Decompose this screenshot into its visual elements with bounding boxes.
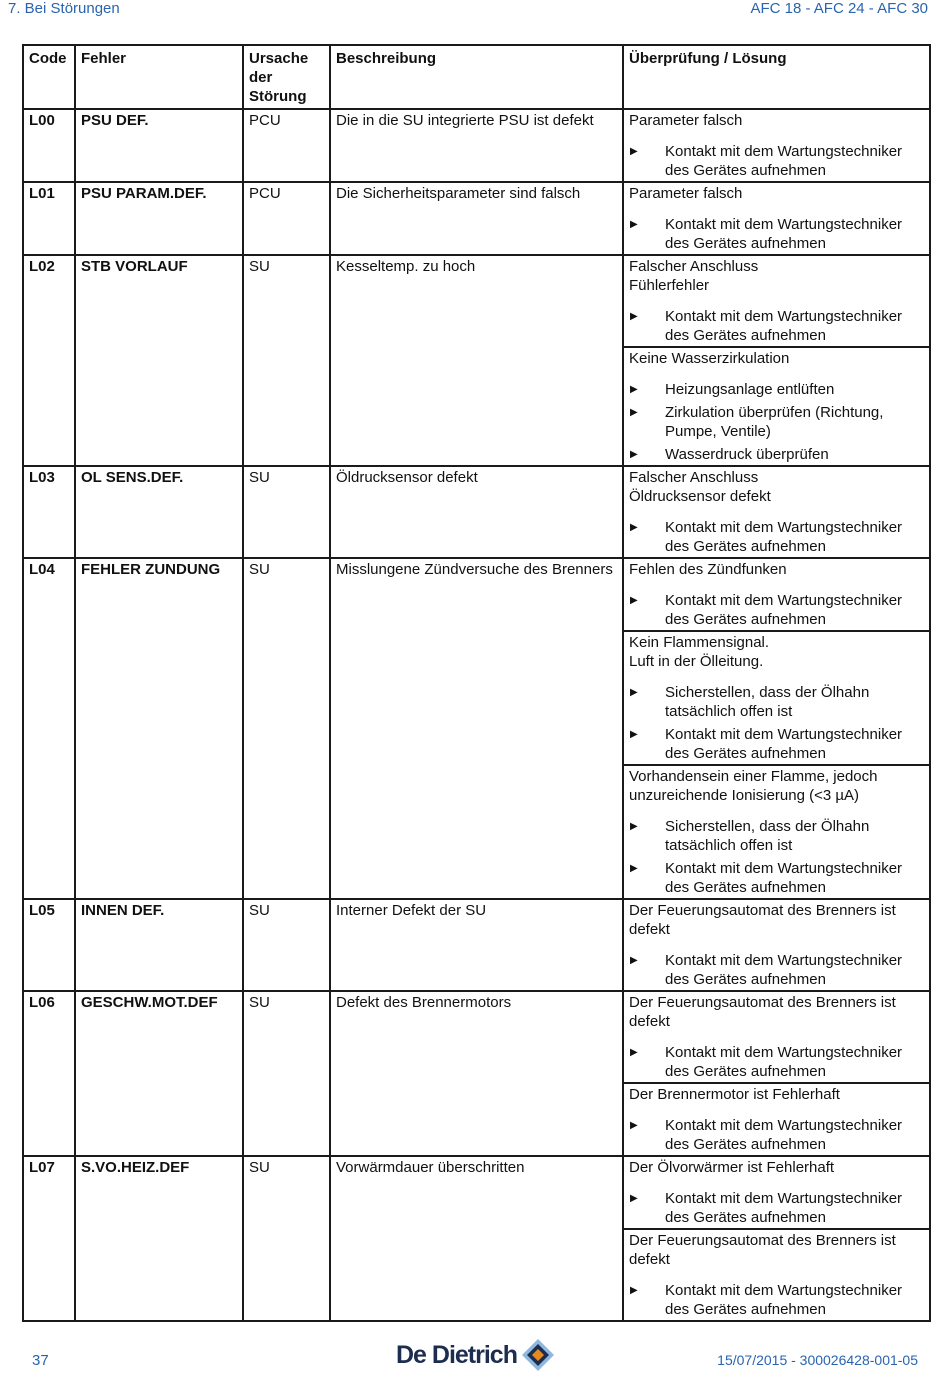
column-header-fehler: Fehler: [75, 45, 243, 109]
check-group: [624, 256, 929, 346]
probable-cause: Der Feuerungsautomat des Brenners ist defekt: [629, 902, 896, 938]
check-group: [624, 630, 929, 764]
action-text: Kontakt mit dem Wartungstechniker des Gerätes aufnehmen: [665, 1282, 903, 1318]
action-text: Kontakt mit dem Wartungstechniker des Gerätes aufnehmen: [665, 1190, 903, 1226]
table-header-row: [23, 45, 930, 109]
error-source: PCU: [243, 109, 330, 182]
check-solution-cell: [623, 991, 930, 1156]
column-header-beschreibung: Beschreibung: [330, 45, 623, 109]
error-description: Vorwärmdauer überschritten: [330, 1156, 623, 1321]
check-group: [624, 467, 929, 557]
triangle-right-icon: ▶: [630, 1047, 638, 1058]
check-group: [624, 110, 929, 181]
triangle-right-icon: ▶: [630, 687, 638, 698]
probable-cause: Der Feuerungsautomat des Brenners ist defekt: [629, 1232, 896, 1268]
error-name: INNEN DEF.: [75, 899, 243, 991]
action-item: [629, 1043, 924, 1081]
error-source: SU: [243, 255, 330, 466]
action-item: [629, 1189, 924, 1227]
table-row: [23, 899, 930, 991]
error-code-table: [22, 44, 931, 1322]
triangle-right-icon: ▶: [630, 407, 638, 418]
section-title: 7. Bei Störungen: [8, 0, 120, 17]
check-group: [624, 346, 929, 465]
error-code: L00: [23, 109, 75, 182]
probable-cause: Keine Wasserzirkulation: [629, 350, 790, 367]
table-row: [23, 109, 930, 182]
action-item: [629, 215, 924, 253]
check-solution-cell: [623, 255, 930, 466]
action-text: Kontakt mit dem Wartungstechniker des Gerätes aufnehmen: [665, 216, 903, 252]
action-item: [629, 403, 924, 441]
triangle-right-icon: ▶: [630, 729, 638, 740]
brand-logo: [396, 1338, 555, 1372]
check-solution-cell: [623, 109, 930, 182]
triangle-right-icon: ▶: [630, 1285, 638, 1296]
error-source: PCU: [243, 182, 330, 255]
action-item: [629, 951, 924, 989]
action-item: [629, 591, 924, 629]
probable-cause: Kein Flammensignal. Luft in der Ölleitung.: [629, 634, 770, 670]
brand-name: De Dietrich: [396, 1340, 517, 1369]
action-text: Kontakt mit dem Wartungstechniker des Gerätes aufnehmen: [665, 860, 903, 896]
error-source: SU: [243, 991, 330, 1156]
error-code: L04: [23, 558, 75, 899]
action-text: Kontakt mit dem Wartungstechniker des Gerätes aufnehmen: [665, 952, 903, 988]
probable-cause: Falscher Anschluss Fühlerfehler: [629, 258, 759, 294]
error-source: SU: [243, 558, 330, 899]
triangle-right-icon: ▶: [630, 863, 638, 874]
error-source: SU: [243, 466, 330, 558]
error-description: Misslungene Zündversuche des Brenners: [330, 558, 623, 899]
error-description: Kesseltemp. zu hoch: [330, 255, 623, 466]
table-row: [23, 991, 930, 1156]
check-group: [624, 183, 929, 254]
error-name: S.VO.HEIZ.DEF: [75, 1156, 243, 1321]
action-text: Kontakt mit dem Wartungstechniker des Gerätes aufnehmen: [665, 519, 903, 555]
error-name: STB VORLAUF: [75, 255, 243, 466]
probable-cause: Vorhandensein einer Flamme, jedoch unzureichende Ionisierung (<3 µA): [629, 768, 878, 804]
action-text: Kontakt mit dem Wartungstechniker des Gerätes aufnehmen: [665, 1117, 903, 1153]
action-text: Kontakt mit dem Wartungstechniker des Gerätes aufnehmen: [665, 1044, 903, 1080]
error-code: L01: [23, 182, 75, 255]
error-name: GESCHW.MOT.DEF: [75, 991, 243, 1156]
probable-cause: Parameter falsch: [629, 112, 743, 129]
table-row: [23, 182, 930, 255]
error-description: Öldrucksensor defekt: [330, 466, 623, 558]
action-item: [629, 725, 924, 763]
error-source: SU: [243, 1156, 330, 1321]
triangle-right-icon: ▶: [630, 595, 638, 606]
action-item: [629, 518, 924, 556]
error-name: PSU DEF.: [75, 109, 243, 182]
triangle-right-icon: ▶: [630, 955, 638, 966]
column-header-ursache: Ursache der Störung: [243, 45, 330, 109]
action-text: Kontakt mit dem Wartungstechniker des Gerätes aufnehmen: [665, 726, 903, 762]
action-text: Zirkulation überprüfen (Richtung, Pumpe, Ventile): [665, 404, 884, 440]
error-code: L06: [23, 991, 75, 1156]
action-text: Sicherstellen, dass der Ölhahn tatsächlich offen ist: [665, 818, 870, 854]
error-name: OL SENS.DEF.: [75, 466, 243, 558]
action-text: Kontakt mit dem Wartungstechniker des Gerätes aufnehmen: [665, 592, 903, 628]
error-code: L05: [23, 899, 75, 991]
action-item: [629, 817, 924, 855]
model-names: AFC 18 - AFC 24 - AFC 30: [750, 0, 928, 17]
error-description: Interner Defekt der SU: [330, 899, 623, 991]
action-item: [629, 307, 924, 345]
check-group: [624, 764, 929, 898]
triangle-right-icon: ▶: [630, 1120, 638, 1131]
probable-cause: Parameter falsch: [629, 185, 743, 202]
check-group: [624, 559, 929, 630]
triangle-right-icon: ▶: [630, 821, 638, 832]
probable-cause: Der Ölvorwärmer ist Fehlerhaft: [629, 1159, 835, 1176]
check-solution-cell: [623, 466, 930, 558]
page-number: 37: [32, 1352, 49, 1369]
triangle-right-icon: ▶: [630, 522, 638, 533]
action-item: [629, 859, 924, 897]
action-item: [629, 142, 924, 180]
action-text: Wasserdruck überprüfen: [665, 446, 829, 463]
de-dietrich-diamond-logo-icon: [521, 1338, 555, 1372]
table-row: [23, 1156, 930, 1321]
table-row: [23, 466, 930, 558]
action-item: [629, 1281, 924, 1319]
error-name: FEHLER ZUNDUNG: [75, 558, 243, 899]
triangle-right-icon: ▶: [630, 146, 638, 157]
column-header-loesung: Überprüfung / Lösung: [623, 45, 930, 109]
error-description: Die in die SU integrierte PSU ist defekt: [330, 109, 623, 182]
check-group: [624, 1228, 929, 1320]
action-text: Sicherstellen, dass der Ölhahn tatsächlich offen ist: [665, 684, 870, 720]
check-solution-cell: [623, 182, 930, 255]
probable-cause: Der Feuerungsautomat des Brenners ist defekt: [629, 994, 896, 1030]
probable-cause: Falscher Anschluss Öldrucksensor defekt: [629, 469, 771, 505]
triangle-right-icon: ▶: [630, 1193, 638, 1204]
action-item: [629, 1116, 924, 1154]
triangle-right-icon: ▶: [630, 384, 638, 395]
check-solution-cell: [623, 558, 930, 899]
check-group: [624, 1157, 929, 1228]
error-description: Die Sicherheitsparameter sind falsch: [330, 182, 623, 255]
column-header-code: Code: [23, 45, 75, 109]
probable-cause: Fehlen des Zündfunken: [629, 561, 787, 578]
probable-cause: Der Brennermotor ist Fehlerhaft: [629, 1086, 840, 1103]
triangle-right-icon: ▶: [630, 449, 638, 460]
check-group: [624, 1082, 929, 1155]
check-solution-cell: [623, 1156, 930, 1321]
check-group: [624, 992, 929, 1082]
table-row: [23, 558, 930, 899]
error-description: Defekt des Brennermotors: [330, 991, 623, 1156]
error-code: L07: [23, 1156, 75, 1321]
triangle-right-icon: ▶: [630, 311, 638, 322]
error-code: L02: [23, 255, 75, 466]
triangle-right-icon: ▶: [630, 219, 638, 230]
action-item: [629, 380, 924, 399]
action-item: [629, 683, 924, 721]
action-text: Kontakt mit dem Wartungstechniker des Gerätes aufnehmen: [665, 308, 903, 344]
check-group: [624, 900, 929, 990]
table-row: [23, 255, 930, 466]
error-source: SU: [243, 899, 330, 991]
action-text: Heizungsanlage entlüften: [665, 381, 835, 398]
error-name: PSU PARAM.DEF.: [75, 182, 243, 255]
error-code: L03: [23, 466, 75, 558]
check-solution-cell: [623, 899, 930, 991]
document-reference: 15/07/2015 - 300026428-001-05: [717, 1352, 918, 1368]
action-text: Kontakt mit dem Wartungstechniker des Gerätes aufnehmen: [665, 143, 903, 179]
action-item: [629, 445, 924, 464]
